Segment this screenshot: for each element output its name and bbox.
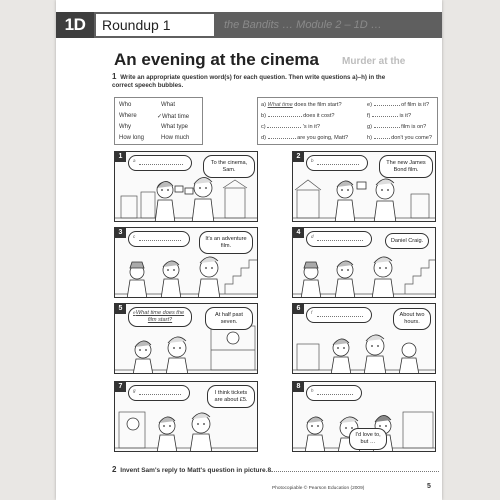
- bubble-label: c: [133, 234, 136, 239]
- question-bubble[interactable]: [128, 385, 190, 401]
- gap-text: 's in it?: [302, 124, 321, 130]
- panel-number: 1: [115, 152, 126, 162]
- gap-letter: f): [367, 113, 371, 119]
- word-item: What: [161, 102, 176, 108]
- word-item: Where: [119, 113, 137, 119]
- word-item: Why: [119, 124, 131, 130]
- panel-number: 4: [293, 228, 304, 238]
- bleed-through-text-2: Murder at the: [342, 56, 406, 67]
- answer-bubble: The new James Bond film.: [379, 155, 433, 178]
- gap-blank[interactable]: [267, 127, 301, 128]
- panel-number: 7: [115, 382, 126, 392]
- word-item: How long: [119, 135, 145, 141]
- gap-letter: a): [261, 102, 266, 108]
- gap-sentence: [261, 124, 320, 130]
- answer-bubble: To the cinema, Sam.: [203, 155, 255, 178]
- lesson-title: An evening at the cinema: [114, 50, 319, 69]
- gap-blank[interactable]: [374, 127, 400, 128]
- gap-sentence: [261, 113, 335, 119]
- answer-bubble: It's an adventure film.: [199, 231, 253, 254]
- bleed-through-text: the Bandits … Module 2 – 1D …: [224, 19, 382, 31]
- bubble-label: d: [311, 234, 314, 239]
- gap-letter: e): [367, 102, 372, 108]
- word-item: ✓What time: [157, 114, 190, 120]
- gap-blank[interactable]: [268, 116, 302, 117]
- gap-text: does the film start?: [294, 102, 342, 108]
- panel-number: 8: [293, 382, 304, 392]
- exercise1-instruction: [112, 73, 402, 90]
- comic-panel-3: [114, 227, 258, 298]
- bubble-label: f: [311, 310, 313, 315]
- question-bubble[interactable]: [128, 307, 192, 327]
- bubble-label: h: [311, 388, 314, 393]
- panel-number: 3: [115, 228, 126, 238]
- gap-letter: h): [367, 135, 372, 141]
- gap-blank[interactable]: [372, 116, 398, 117]
- bubble-label: b: [311, 158, 314, 163]
- word-item: How much: [161, 135, 190, 141]
- gap-letter: c): [261, 124, 266, 130]
- exercise2-instruction: [112, 465, 273, 474]
- bubble-label: a: [133, 158, 136, 163]
- question-bubble[interactable]: [306, 307, 372, 323]
- exercise1-text: Write an appropriate question word(s) for each question. Then write questions a)–h) in the correct speech bubbles.: [112, 74, 386, 89]
- comic-panel-2: [292, 151, 436, 222]
- unit-tab: 1D: [56, 12, 94, 38]
- answer-bubble: About two hours.: [393, 308, 431, 330]
- question-bubble[interactable]: [306, 385, 362, 401]
- gap-sentence: [367, 102, 429, 108]
- question-bubble[interactable]: [306, 155, 368, 171]
- answer-bubble: I'd love to, but …: [349, 428, 387, 450]
- gap-text: of film is it?: [401, 102, 430, 108]
- panel-number: 2: [293, 152, 304, 162]
- gap-letter: g): [367, 124, 372, 130]
- gap-sentence: [261, 135, 348, 141]
- answer-bubble: At half past seven.: [205, 307, 253, 330]
- panel-number: 6: [293, 304, 304, 314]
- panel-number: 5: [115, 304, 126, 314]
- comic-panel-7: [114, 381, 258, 452]
- word-item: Who: [119, 102, 132, 108]
- comic-panel-4: [292, 227, 436, 298]
- word-item: What type: [161, 124, 189, 130]
- answer-bubble: Daniel Craig.: [385, 233, 429, 249]
- answer-bubble: I think tickets are about £5.: [207, 385, 255, 408]
- bubble-label: g: [133, 388, 136, 393]
- question-bubble[interactable]: [306, 231, 372, 247]
- header-bar: [56, 12, 442, 38]
- gap-letter: b): [261, 113, 266, 119]
- comic-panel-1: [114, 151, 258, 222]
- gap-sentence: [367, 113, 411, 119]
- exercise2-number: 2: [112, 465, 117, 474]
- gap-blank[interactable]: [374, 105, 400, 106]
- gap-blank[interactable]: [374, 138, 390, 139]
- exercise1-number: 1: [112, 72, 117, 81]
- page-number: 5: [427, 483, 431, 490]
- gap-letter: d): [261, 135, 266, 141]
- gap-blank[interactable]: [268, 138, 296, 139]
- comic-panel-6: [292, 303, 436, 374]
- gap-sentence: [261, 102, 342, 108]
- exercise2-text: Invent Sam's reply to Matt's question in picture 8.: [120, 467, 273, 474]
- bubble-label: e: [133, 310, 136, 315]
- gap-text: film is on?: [401, 124, 427, 130]
- comic-panel-5: [114, 303, 258, 374]
- example-question: What time does the film start?: [135, 310, 185, 323]
- gap-sentence: [367, 124, 426, 130]
- question-bubble[interactable]: [128, 231, 190, 247]
- question-word-box: [114, 97, 203, 145]
- question-gap-box: [257, 97, 438, 145]
- gap-sentence: [367, 135, 432, 141]
- copyright-footer: Photocopiable © Pearson Education (2009): [272, 486, 365, 491]
- comic-panel-8: [292, 381, 436, 452]
- gap-text: does it cost?: [303, 113, 335, 119]
- gap-text: don't you come?: [391, 135, 432, 141]
- gap-text: are you going, Matt?: [297, 135, 349, 141]
- exercise2-answer-line[interactable]: [263, 471, 439, 472]
- worksheet-page: [56, 0, 442, 500]
- gap-answer: What time: [267, 102, 293, 108]
- section-title: Roundup 1: [96, 14, 214, 36]
- question-bubble[interactable]: [128, 155, 192, 171]
- gap-text: is it?: [399, 113, 412, 119]
